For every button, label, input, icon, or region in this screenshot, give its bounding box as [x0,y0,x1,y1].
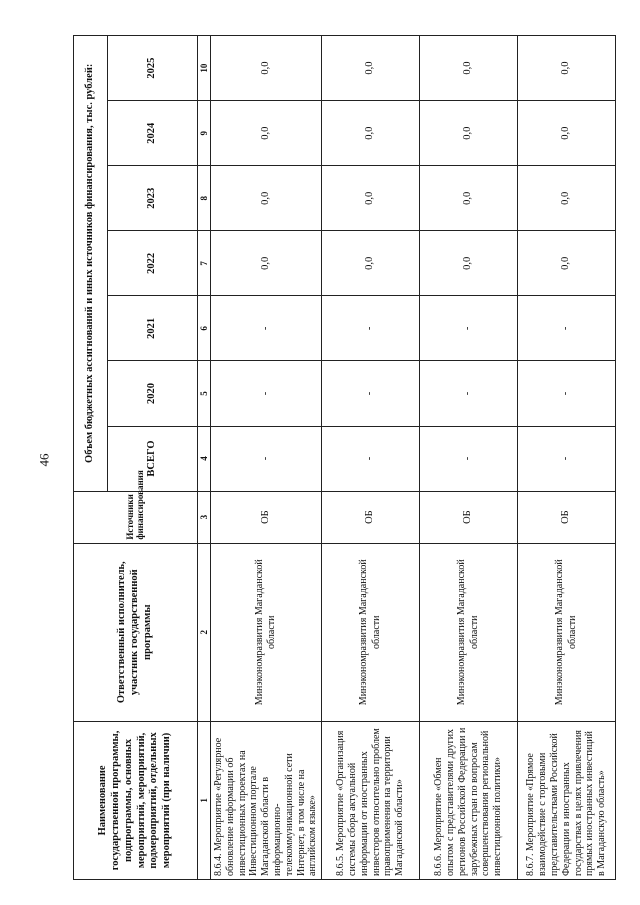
value-2024: 0,0 [211,101,322,166]
value-2022: 0,0 [211,231,322,296]
table-row [211,36,322,880]
column-number: 3 [198,491,211,543]
column-number: 5 [198,361,211,426]
column-number: 4 [198,426,211,491]
header-year-2022: 2022 [108,231,198,296]
value-2021: - [322,296,420,361]
column-number: 6 [198,296,211,361]
value-total: - [322,426,420,491]
value-2025: 0,0 [518,36,616,101]
header-year-2025: 2025 [108,36,198,101]
value-2023: 0,0 [518,166,616,231]
value-2025: 0,0 [322,36,420,101]
value-2023: 0,0 [322,166,420,231]
executor-cell: Минэкономразвития Магаданской области [322,543,420,721]
column-number: 10 [198,36,211,101]
source-cell: ОБ [420,491,518,543]
executor-cell: Минэкономразвития Магаданской области [518,543,616,721]
rotated-page-content [73,35,628,880]
value-2020: - [211,361,322,426]
table-row [420,36,518,880]
value-total: - [518,426,616,491]
value-2023: 0,0 [211,166,322,231]
column-number: 1 [198,721,211,879]
value-2020: - [420,361,518,426]
measure-name: 8.6.5. Мероприятие «Организация системы сбора актуальной информации от иностранных инвесторов относительно проблем правоприменения на территории Магаданской области» [322,721,420,879]
value-2024: 0,0 [518,101,616,166]
budget-table [73,35,616,880]
header-year-2023: 2023 [108,166,198,231]
column-number-row [198,36,211,880]
header-year-2021: 2021 [108,296,198,361]
value-2024: 0,0 [420,101,518,166]
value-2022: 0,0 [420,231,518,296]
column-number: 9 [198,101,211,166]
column-number: 2 [198,543,211,721]
header-year-2020: 2020 [108,361,198,426]
value-2021: - [420,296,518,361]
header-name: Наименование государственной программы, подпрограммы, основных мероприятий, мероприятий, подмероприятий, отдельных мероприятий (при наличии) [74,721,198,879]
value-2021: - [211,296,322,361]
source-cell: ОБ [322,491,420,543]
header-source: Источники финансирования [74,491,198,543]
value-2022: 0,0 [322,231,420,296]
source-cell: ОБ [518,491,616,543]
value-2020: - [518,361,616,426]
page-number: 46 [36,453,52,467]
value-2020: - [322,361,420,426]
value-2025: 0,0 [420,36,518,101]
value-2022: 0,0 [518,231,616,296]
value-2024: 0,0 [322,101,420,166]
column-number: 8 [198,166,211,231]
source-cell: ОБ [211,491,322,543]
executor-cell: Минэкономразвития Магаданской области [420,543,518,721]
value-2023: 0,0 [420,166,518,231]
header-executor: Ответственный исполнитель, участник государственной программы [74,543,198,721]
measure-name: 8.6.4. Мероприятие «Регулярное обновление информации об инвестиционных проектах на Инвестиционном портале Магаданской области в информационно-телекоммуникационной сети Интернет, в том числе на английском языке» [211,721,322,879]
measure-name: 8.6.7. Мероприятие «Прямое взаимодействие с торговыми представительствами Российской Федерации в иностранных государствах в целях привлечения прямых иностранных инвестиций в Магаданскую область» [518,721,616,879]
value-total: - [211,426,322,491]
header-year-2024: 2024 [108,101,198,166]
table-row [518,36,616,880]
executor-cell: Минэкономразвития Магаданской области [211,543,322,721]
value-2025: 0,0 [211,36,322,101]
column-number: 7 [198,231,211,296]
header-year-total: ВСЕГО [108,426,198,491]
value-total: - [420,426,518,491]
measure-name: 8.6.6. Мероприятие «Обмен опытом с представителями других регионов Российской Федерации и зарубежных стран по вопросам совершенствования региональной инвестиционной политики» [420,721,518,879]
table-row [322,36,420,880]
header-funding-group: Объем бюджетных ассигнований и иных источников финансирования, тыс. рублей: [74,36,108,492]
value-2021: - [518,296,616,361]
